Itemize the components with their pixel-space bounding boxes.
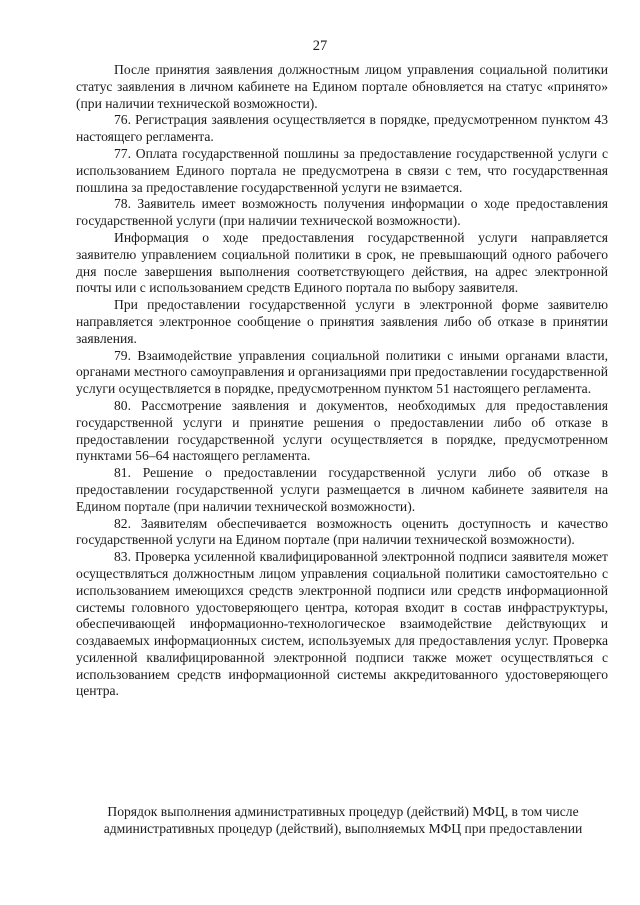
paragraph-78-progress-info: 78. Заявитель имеет возможность получения информации о ходе предоставления государственной услуги (при наличии технической возможности). xyxy=(76,196,608,229)
paragraph-81-decision: 81. Решение о предоставлении государственной услуги либо об отказе в предоставлении государственной услуги размещается в личном кабинете заявителя на Едином портале (при наличии технической возможности). xyxy=(76,465,608,514)
document-body xyxy=(76,62,608,700)
paragraph-82-quality-rating: 82. Заявителям обеспечивается возможность оценить доступность и качество государственной услуги на Едином портале (при наличии технической возможности). xyxy=(76,515,608,548)
paragraph-77-state-fee: 77. Оплата государственной пошлины за предоставление государственной услуги с использованием Единого портала не предусмотрена в связи с тем, что государственная пошлина за предоставление государственной услуги не взимается. xyxy=(76,145,608,195)
section-heading: Порядок выполнения административных процедур (действий) МФЦ, в том числе административных процедур (действий), выполняемых МФЦ при предоставлении xyxy=(103,804,583,836)
paragraph-80-review: 80. Рассмотрение заявления и документов, необходимых для предоставления государственной услуги и принятие решения о предоставлении либо об отказе в предоставлении государственной услуги осуществляется в порядке, предусмотренном пунктами 56–64 настоящего регламента. xyxy=(76,397,608,464)
paragraph-electronic-message: При предоставлении государственной услуги в электронной форме заявителю направляется электронное сообщение о принятия заявления либо об отказе в принятии заявления. xyxy=(76,297,608,346)
paragraph-status-update: После принятия заявления должностным лицом управления социальной политики статус заявления в личном кабинете на Едином портале обновляется на статус «принято» (при наличии технической возможности). xyxy=(76,62,608,111)
paragraph-79-interaction: 79. Взаимодействие управления социальной политики с иными органами власти, органами местного самоуправления и организациями при предоставлении государственной услуги осуществляется в порядке, предусмотренном пунктом 51 настоящего регламента. xyxy=(76,347,608,397)
paragraph-76-registration: 76. Регистрация заявления осуществляется в порядке, предусмотренном пунктом 43 настоящего регламента. xyxy=(76,112,608,145)
paragraph-83-signature-check: 83. Проверка усиленной квалифицированной электронной подписи заявителя может осуществляться должностным лицом управления социальной политики самостоятельно с использованием имеющихся средств электронной подписи или средств информационной системы головного удостоверяющего центра, которая входит в состав инфраструктуры, обеспечивающей информационно-технологическое взаимодействие действующих и создаваемых информационных систем, используемых для предоставления услуг. Проверка усиленной квалифицированной электронной подписи также может осуществляться с использованием средств информационной системы аккредитованного удостоверяющего центра. xyxy=(76,549,608,699)
paragraph-progress-notification: Информация о ходе предоставления государственной услуги направляется заявителю управлением социальной политики в срок, не превышающий одного рабочего дня после завершения выполнения соответствующего действия, на адрес электронной почты или с использованием средств Единого портала по выбору заявителя. xyxy=(76,229,608,296)
page-number: 27 xyxy=(312,38,328,54)
